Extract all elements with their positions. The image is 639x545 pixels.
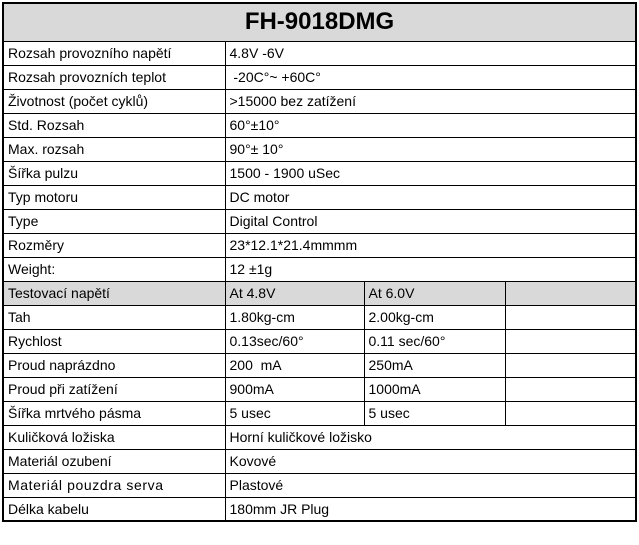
row-label: Testovací napětí bbox=[3, 281, 225, 305]
table-row bbox=[3, 65, 636, 89]
table-row bbox=[3, 377, 636, 401]
table-row bbox=[3, 161, 636, 185]
row-label: Proud při zatížení bbox=[3, 377, 225, 401]
row-value: Horní kuličkové ložisko bbox=[225, 425, 636, 449]
row-value: 180mm JR Plug bbox=[225, 497, 636, 521]
table-row bbox=[3, 425, 636, 449]
cell-empty bbox=[505, 353, 636, 377]
row-value: Digital Control bbox=[225, 209, 636, 233]
row-value: DC motor bbox=[225, 185, 636, 209]
row-value: 1500 - 1900 uSec bbox=[225, 161, 636, 185]
voltage-column-6-0v: At 6.0V bbox=[364, 281, 505, 305]
cell-6-0v: 1000mA bbox=[364, 377, 505, 401]
spec-table bbox=[2, 2, 637, 522]
row-label: Kuličková ložiska bbox=[3, 425, 225, 449]
cell-6-0v: 250mA bbox=[364, 353, 505, 377]
row-label: Životnost (počet cyklů) bbox=[3, 89, 225, 113]
voltage-column-empty bbox=[505, 281, 636, 305]
table-row bbox=[3, 41, 636, 65]
row-label: Rozsah provozního napětí bbox=[3, 41, 225, 65]
row-label: Std. Rozsah bbox=[3, 113, 225, 137]
row-label: Tah bbox=[3, 305, 225, 329]
cell-4-8v: 0.13sec/60° bbox=[225, 329, 364, 353]
row-label: Proud naprázdno bbox=[3, 353, 225, 377]
row-label: Weight: bbox=[3, 257, 225, 281]
cell-empty bbox=[505, 305, 636, 329]
table-row bbox=[3, 89, 636, 113]
row-label: Max. rozsah bbox=[3, 137, 225, 161]
row-label: Šířka pulzu bbox=[3, 161, 225, 185]
table-row bbox=[3, 329, 636, 353]
table-row bbox=[3, 353, 636, 377]
voltage-column-4-8v: At 4.8V bbox=[225, 281, 364, 305]
row-value: -20C°~ +60C° bbox=[225, 65, 636, 89]
row-value: Plastové bbox=[225, 473, 636, 497]
table-row bbox=[3, 257, 636, 281]
cell-empty bbox=[505, 329, 636, 353]
cell-6-0v: 5 usec bbox=[364, 401, 505, 425]
table-row bbox=[3, 473, 636, 497]
row-label: Šířka mrtvého pásma bbox=[3, 401, 225, 425]
table-title: FH-9018DMG bbox=[3, 3, 636, 41]
row-value: 90°± 10° bbox=[225, 137, 636, 161]
table-row bbox=[3, 401, 636, 425]
table-row bbox=[3, 113, 636, 137]
cell-4-8v: 900mA bbox=[225, 377, 364, 401]
cell-6-0v: 0.11 sec/60° bbox=[364, 329, 505, 353]
row-label: Délka kabelu bbox=[3, 497, 225, 521]
table-row bbox=[3, 497, 636, 521]
row-label: Typ motoru bbox=[3, 185, 225, 209]
cell-4-8v: 1.80kg-cm bbox=[225, 305, 364, 329]
row-label: Materiál ozubení bbox=[3, 449, 225, 473]
cell-4-8v: 200 mA bbox=[225, 353, 364, 377]
cell-empty bbox=[505, 401, 636, 425]
row-label: Rozměry bbox=[3, 233, 225, 257]
row-value: 23*12.1*21.4mmmm bbox=[225, 233, 636, 257]
spec-sheet bbox=[2, 2, 635, 542]
cell-4-8v: 5 usec bbox=[225, 401, 364, 425]
table-row bbox=[3, 185, 636, 209]
cell-empty bbox=[505, 377, 636, 401]
table-row bbox=[3, 233, 636, 257]
row-label: Rozsah provozních teplot bbox=[3, 65, 225, 89]
cell-6-0v: 2.00kg-cm bbox=[364, 305, 505, 329]
table-row bbox=[3, 137, 636, 161]
row-value: 4.8V -6V bbox=[225, 41, 636, 65]
row-value: >15000 bez zatížení bbox=[225, 89, 636, 113]
row-value: 12 ±1g bbox=[225, 257, 636, 281]
row-label: Materiál pouzdra serva bbox=[3, 473, 225, 497]
table-row bbox=[3, 449, 636, 473]
row-label: Rychlost bbox=[3, 329, 225, 353]
table-row bbox=[3, 209, 636, 233]
row-value: 60°±10° bbox=[225, 113, 636, 137]
row-label: Type bbox=[3, 209, 225, 233]
row-value: Kovové bbox=[225, 449, 636, 473]
table-row bbox=[3, 305, 636, 329]
test-voltage-header-row bbox=[3, 281, 636, 305]
